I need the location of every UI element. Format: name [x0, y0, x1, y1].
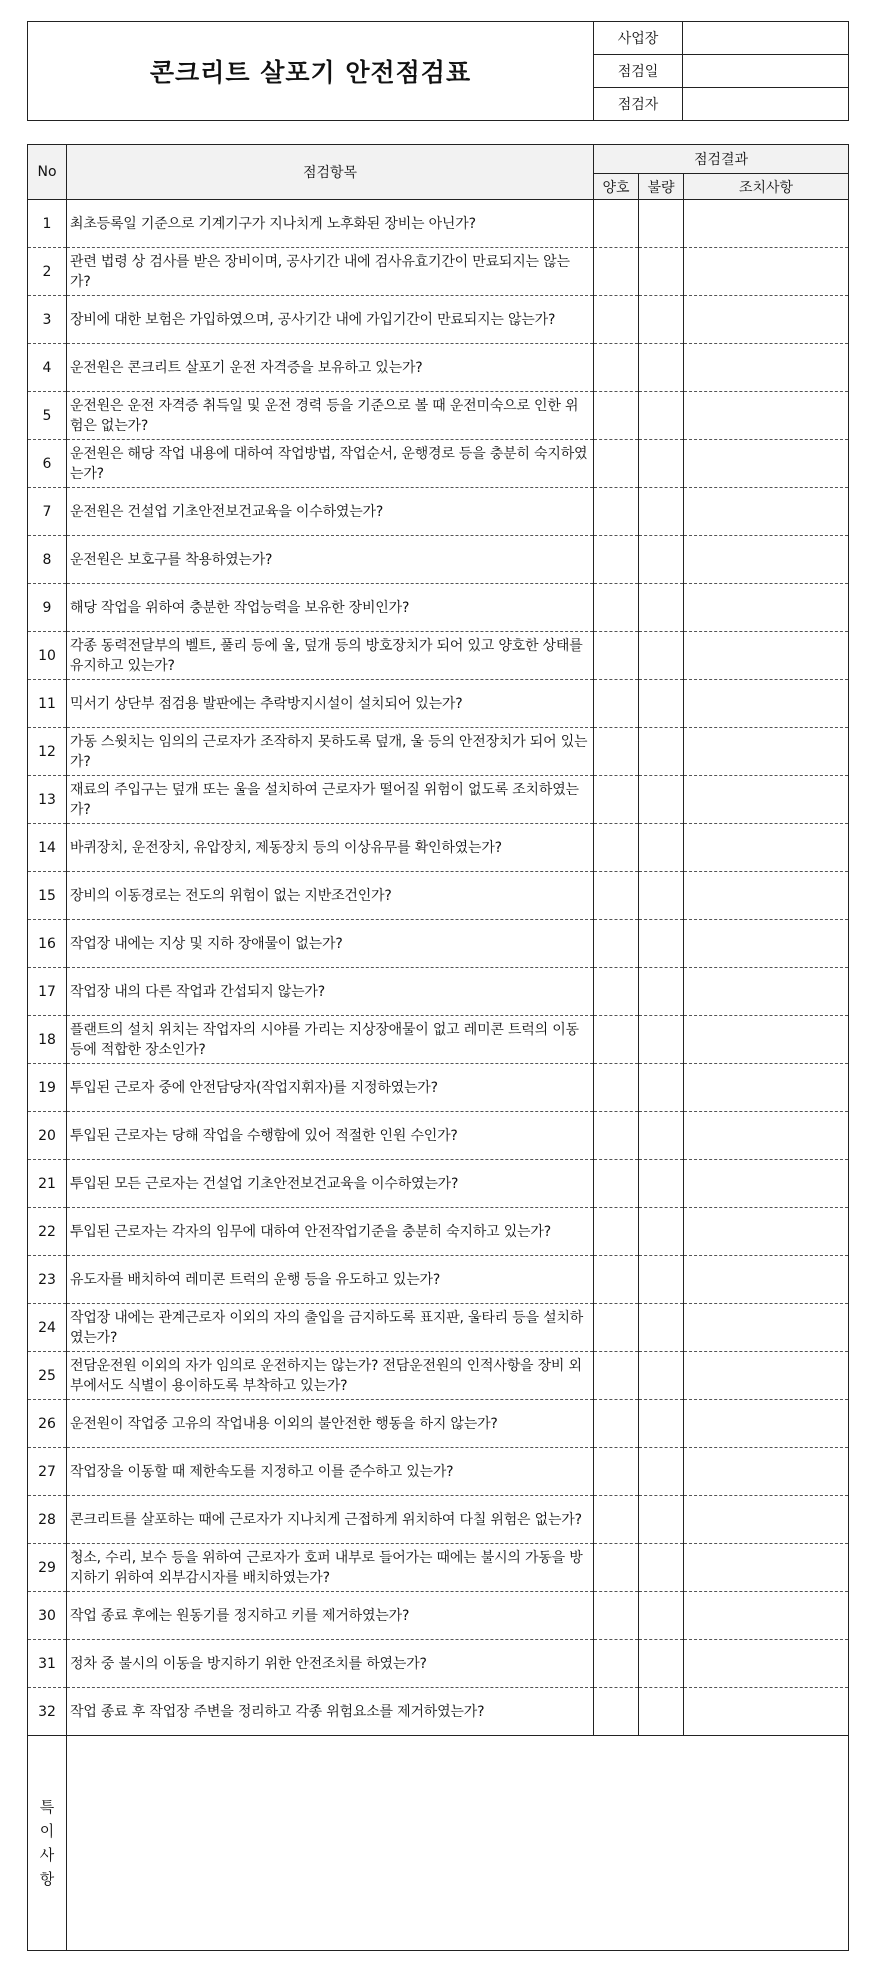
row-number: 17	[28, 968, 67, 1016]
table-row	[28, 1496, 849, 1544]
row-action-field[interactable]	[684, 632, 849, 680]
table-row	[28, 296, 849, 344]
row-good-check[interactable]	[594, 392, 639, 440]
row-item-text: 작업장을 이동할 때 제한속도를 지정하고 이를 준수하고 있는가?	[67, 1448, 594, 1496]
row-item-text: 유도자를 배치하여 레미콘 트럭의 운행 등을 유도하고 있는가?	[67, 1256, 594, 1304]
col-no-header: No	[28, 145, 67, 200]
row-bad-check[interactable]	[639, 680, 684, 728]
row-number: 29	[28, 1544, 67, 1592]
row-item-text: 장비에 대한 보험은 가입하였으며, 공사기간 내에 가입기간이 만료되지는 않는가?	[67, 296, 594, 344]
row-number: 11	[28, 680, 67, 728]
row-good-check[interactable]	[594, 1016, 639, 1064]
row-number: 32	[28, 1688, 67, 1736]
row-bad-check[interactable]	[639, 1016, 684, 1064]
remarks-char: 항	[39, 1870, 55, 1888]
row-good-check[interactable]	[594, 536, 639, 584]
row-bad-check[interactable]	[639, 1544, 684, 1592]
row-action-field[interactable]	[684, 1544, 849, 1592]
row-bad-check[interactable]	[639, 296, 684, 344]
row-number: 13	[28, 776, 67, 824]
table-row	[28, 920, 849, 968]
row-good-check[interactable]	[594, 1448, 639, 1496]
row-action-field[interactable]	[684, 584, 849, 632]
table-row	[28, 488, 849, 536]
row-item-text: 전담운전원 이외의 자가 임의로 운전하지는 않는가? 전담운전원의 인적사항을 장비 외부에서도 식별이 용이하도록 부착하고 있는가?	[67, 1352, 594, 1400]
row-number: 22	[28, 1208, 67, 1256]
row-item-text: 재료의 주입구는 덮개 또는 울을 설치하여 근로자가 떨어질 위험이 없도록 조치하였는가?	[67, 776, 594, 824]
col-item-header: 점검항목	[67, 145, 594, 200]
table-row	[28, 1400, 849, 1448]
row-bad-check[interactable]	[639, 1256, 684, 1304]
table-row	[28, 1064, 849, 1112]
row-item-text: 투입된 근로자는 각자의 임무에 대하여 안전작업기준을 충분히 숙지하고 있는가?	[67, 1208, 594, 1256]
row-action-field[interactable]	[684, 296, 849, 344]
row-action-field[interactable]	[684, 1592, 849, 1640]
col-bad-header: 불량	[639, 174, 684, 200]
row-action-field[interactable]	[684, 1496, 849, 1544]
table-row	[28, 584, 849, 632]
row-number: 24	[28, 1304, 67, 1352]
row-bad-check[interactable]	[639, 632, 684, 680]
row-good-check[interactable]	[594, 1256, 639, 1304]
row-action-field[interactable]	[684, 1352, 849, 1400]
row-action-field[interactable]	[684, 1064, 849, 1112]
remarks-label	[28, 1736, 67, 1951]
row-item-text: 정차 중 불시의 이동을 방지하기 위한 안전조치를 하였는가?	[67, 1640, 594, 1688]
row-action-field[interactable]	[684, 1208, 849, 1256]
row-number: 10	[28, 632, 67, 680]
row-item-text: 콘크리트를 살포하는 때에 근로자가 지나치게 근접하게 위치하여 다칠 위험은 없는가?	[67, 1496, 594, 1544]
row-item-text: 장비의 이동경로는 전도의 위험이 없는 지반조건인가?	[67, 872, 594, 920]
row-item-text: 최초등록일 기준으로 기계기구가 지나치게 노후화된 장비는 아닌가?	[67, 200, 594, 248]
table-row	[28, 824, 849, 872]
remarks-field[interactable]	[67, 1736, 849, 1951]
row-action-field[interactable]	[684, 968, 849, 1016]
row-item-text: 작업장 내에는 관계근로자 이외의 자의 출입을 금지하도록 표지판, 울타리 등을 설치하였는가?	[67, 1304, 594, 1352]
checklist-body	[28, 200, 849, 1736]
table-row	[28, 392, 849, 440]
row-bad-check[interactable]	[639, 344, 684, 392]
table-row	[28, 680, 849, 728]
row-action-field[interactable]	[684, 1016, 849, 1064]
row-bad-check[interactable]	[639, 920, 684, 968]
row-bad-check[interactable]	[639, 968, 684, 1016]
row-item-text: 작업장 내의 다른 작업과 간섭되지 않는가?	[67, 968, 594, 1016]
row-bad-check[interactable]	[639, 488, 684, 536]
row-action-field[interactable]	[684, 248, 849, 296]
row-action-field[interactable]	[684, 536, 849, 584]
row-number: 25	[28, 1352, 67, 1400]
row-good-check[interactable]	[594, 1544, 639, 1592]
col-good-header: 양호	[594, 174, 639, 200]
row-good-check[interactable]	[594, 296, 639, 344]
row-bad-check[interactable]	[639, 1160, 684, 1208]
row-number: 3	[28, 296, 67, 344]
row-bad-check[interactable]	[639, 1640, 684, 1688]
row-bad-check[interactable]	[639, 1352, 684, 1400]
row-bad-check[interactable]	[639, 1112, 684, 1160]
row-bad-check[interactable]	[639, 1400, 684, 1448]
table-row	[28, 632, 849, 680]
row-item-text: 작업 종료 후 작업장 주변을 정리하고 각종 위험요소를 제거하였는가?	[67, 1688, 594, 1736]
row-bad-check[interactable]	[639, 728, 684, 776]
row-item-text: 투입된 근로자 중에 안전담당자(작업지휘자)를 지정하였는가?	[67, 1064, 594, 1112]
row-bad-check[interactable]	[639, 1496, 684, 1544]
row-action-field[interactable]	[684, 200, 849, 248]
date-label: 점검일	[594, 55, 683, 88]
row-bad-check[interactable]	[639, 1688, 684, 1736]
row-good-check[interactable]	[594, 344, 639, 392]
row-good-check[interactable]	[594, 632, 639, 680]
row-item-text: 운전원은 건설업 기초안전보건교육을 이수하였는가?	[67, 488, 594, 536]
inspector-label: 점검자	[594, 88, 683, 121]
row-good-check[interactable]	[594, 1352, 639, 1400]
table-row	[28, 728, 849, 776]
row-item-text: 작업장 내에는 지상 및 지하 장애물이 없는가?	[67, 920, 594, 968]
row-action-field[interactable]	[684, 920, 849, 968]
row-bad-check[interactable]	[639, 1448, 684, 1496]
row-number: 19	[28, 1064, 67, 1112]
table-row	[28, 1352, 849, 1400]
table-row	[28, 776, 849, 824]
row-bad-check[interactable]	[639, 200, 684, 248]
row-number: 12	[28, 728, 67, 776]
row-number: 6	[28, 440, 67, 488]
row-number: 30	[28, 1592, 67, 1640]
checklist-table	[27, 144, 849, 1951]
table-row	[28, 1544, 849, 1592]
row-action-field[interactable]	[684, 872, 849, 920]
row-good-check[interactable]	[594, 920, 639, 968]
remarks-char: 특	[39, 1798, 55, 1816]
row-item-text: 운전원은 보호구를 착용하였는가?	[67, 536, 594, 584]
row-action-field[interactable]	[684, 1640, 849, 1688]
row-number: 20	[28, 1112, 67, 1160]
row-item-text: 해당 작업을 위하여 충분한 작업능력을 보유한 장비인가?	[67, 584, 594, 632]
table-row	[28, 1448, 849, 1496]
remarks-char: 사	[39, 1846, 55, 1864]
row-good-check[interactable]	[594, 728, 639, 776]
table-row	[28, 968, 849, 1016]
row-action-field[interactable]	[684, 1400, 849, 1448]
row-bad-check[interactable]	[639, 776, 684, 824]
row-good-check[interactable]	[594, 1112, 639, 1160]
table-row	[28, 440, 849, 488]
row-good-check[interactable]	[594, 1688, 639, 1736]
row-action-field[interactable]	[684, 488, 849, 536]
row-item-text: 투입된 모든 근로자는 건설업 기초안전보건교육을 이수하였는가?	[67, 1160, 594, 1208]
row-action-field[interactable]	[684, 776, 849, 824]
row-bad-check[interactable]	[639, 872, 684, 920]
table-row	[28, 1688, 849, 1736]
page-title: 콘크리트 살포기 안전점검표	[28, 22, 594, 121]
row-bad-check[interactable]	[639, 536, 684, 584]
row-good-check[interactable]	[594, 776, 639, 824]
row-action-field[interactable]	[684, 680, 849, 728]
table-row	[28, 200, 849, 248]
header-table	[27, 21, 849, 121]
row-number: 23	[28, 1256, 67, 1304]
row-number: 2	[28, 248, 67, 296]
row-number: 15	[28, 872, 67, 920]
row-number: 9	[28, 584, 67, 632]
site-field[interactable]	[683, 22, 849, 55]
row-good-check[interactable]	[594, 1064, 639, 1112]
row-item-text: 운전원은 콘크리트 살포기 운전 자격증을 보유하고 있는가?	[67, 344, 594, 392]
row-number: 27	[28, 1448, 67, 1496]
row-good-check[interactable]	[594, 1400, 639, 1448]
row-bad-check[interactable]	[639, 584, 684, 632]
table-row	[28, 1304, 849, 1352]
site-label: 사업장	[594, 22, 683, 55]
table-row	[28, 872, 849, 920]
row-good-check[interactable]	[594, 200, 639, 248]
row-number: 7	[28, 488, 67, 536]
col-result-header: 점검결과	[594, 145, 849, 174]
row-good-check[interactable]	[594, 1640, 639, 1688]
table-row	[28, 1208, 849, 1256]
row-action-field[interactable]	[684, 1448, 849, 1496]
row-action-field[interactable]	[684, 1304, 849, 1352]
row-item-text: 관련 법령 상 검사를 받은 장비이며, 공사기간 내에 검사유효기간이 만료되지는 않는가?	[67, 248, 594, 296]
table-row	[28, 344, 849, 392]
row-action-field[interactable]	[684, 1256, 849, 1304]
row-item-text: 플랜트의 설치 위치는 작업자의 시야를 가리는 지상장애물이 없고 레미콘 트럭의 이동 등에 적합한 장소인가?	[67, 1016, 594, 1064]
row-good-check[interactable]	[594, 824, 639, 872]
row-number: 26	[28, 1400, 67, 1448]
inspector-field[interactable]	[683, 88, 849, 121]
row-good-check[interactable]	[594, 1304, 639, 1352]
row-action-field[interactable]	[684, 440, 849, 488]
table-row	[28, 536, 849, 584]
row-item-text: 청소, 수리, 보수 등을 위하여 근로자가 호퍼 내부로 들어가는 때에는 불시의 가동을 방지하기 위하여 외부감시자를 배치하였는가?	[67, 1544, 594, 1592]
row-bad-check[interactable]	[639, 824, 684, 872]
row-item-text: 바퀴장치, 운전장치, 유압장치, 제동장치 등의 이상유무를 확인하였는가?	[67, 824, 594, 872]
table-row	[28, 248, 849, 296]
row-number: 21	[28, 1160, 67, 1208]
row-number: 1	[28, 200, 67, 248]
row-item-text: 운전원은 운전 자격증 취득일 및 운전 경력 등을 기준으로 볼 때 운전미숙으로 인한 위험은 없는가?	[67, 392, 594, 440]
row-good-check[interactable]	[594, 1160, 639, 1208]
row-item-text: 운전원이 작업중 고유의 작업내용 이외의 불안전한 행동을 하지 않는가?	[67, 1400, 594, 1448]
row-item-text: 가동 스윗치는 임의의 근로자가 조작하지 못하도록 덮개, 울 등의 안전장치가 되어 있는가?	[67, 728, 594, 776]
row-good-check[interactable]	[594, 968, 639, 1016]
row-number: 31	[28, 1640, 67, 1688]
row-good-check[interactable]	[594, 1592, 639, 1640]
table-row	[28, 1640, 849, 1688]
row-item-text: 믹서기 상단부 점검용 발판에는 추락방지시설이 설치되어 있는가?	[67, 680, 594, 728]
row-action-field[interactable]	[684, 728, 849, 776]
row-number: 4	[28, 344, 67, 392]
table-row	[28, 1160, 849, 1208]
row-bad-check[interactable]	[639, 1304, 684, 1352]
table-row	[28, 1112, 849, 1160]
row-action-field[interactable]	[684, 344, 849, 392]
row-good-check[interactable]	[594, 584, 639, 632]
row-number: 16	[28, 920, 67, 968]
row-action-field[interactable]	[684, 1688, 849, 1736]
table-row	[28, 1256, 849, 1304]
row-action-field[interactable]	[684, 1112, 849, 1160]
row-good-check[interactable]	[594, 680, 639, 728]
row-action-field[interactable]	[684, 1160, 849, 1208]
row-number: 14	[28, 824, 67, 872]
row-good-check[interactable]	[594, 488, 639, 536]
col-action-header: 조치사항	[684, 174, 849, 200]
row-number: 28	[28, 1496, 67, 1544]
row-good-check[interactable]	[594, 1496, 639, 1544]
row-bad-check[interactable]	[639, 440, 684, 488]
remarks-char: 이	[39, 1822, 55, 1840]
row-bad-check[interactable]	[639, 248, 684, 296]
date-field[interactable]	[683, 55, 849, 88]
row-bad-check[interactable]	[639, 1208, 684, 1256]
row-item-text: 운전원은 해당 작업 내용에 대하여 작업방법, 작업순서, 운행경로 등을 충분히 숙지하였는가?	[67, 440, 594, 488]
row-number: 5	[28, 392, 67, 440]
row-bad-check[interactable]	[639, 392, 684, 440]
row-good-check[interactable]	[594, 248, 639, 296]
row-item-text: 투입된 근로자는 당해 작업을 수행함에 있어 적절한 인원 수인가?	[67, 1112, 594, 1160]
row-action-field[interactable]	[684, 392, 849, 440]
table-row	[28, 1592, 849, 1640]
row-number: 18	[28, 1016, 67, 1064]
row-item-text: 작업 종료 후에는 원동기를 정지하고 키를 제거하였는가?	[67, 1592, 594, 1640]
row-action-field[interactable]	[684, 824, 849, 872]
row-number: 8	[28, 536, 67, 584]
table-row	[28, 1016, 849, 1064]
row-item-text: 각종 동력전달부의 벨트, 풀리 등에 울, 덮개 등의 방호장치가 되어 있고 양호한 상태를 유지하고 있는가?	[67, 632, 594, 680]
row-bad-check[interactable]	[639, 1064, 684, 1112]
row-good-check[interactable]	[594, 872, 639, 920]
row-bad-check[interactable]	[639, 1592, 684, 1640]
row-good-check[interactable]	[594, 1208, 639, 1256]
row-good-check[interactable]	[594, 440, 639, 488]
